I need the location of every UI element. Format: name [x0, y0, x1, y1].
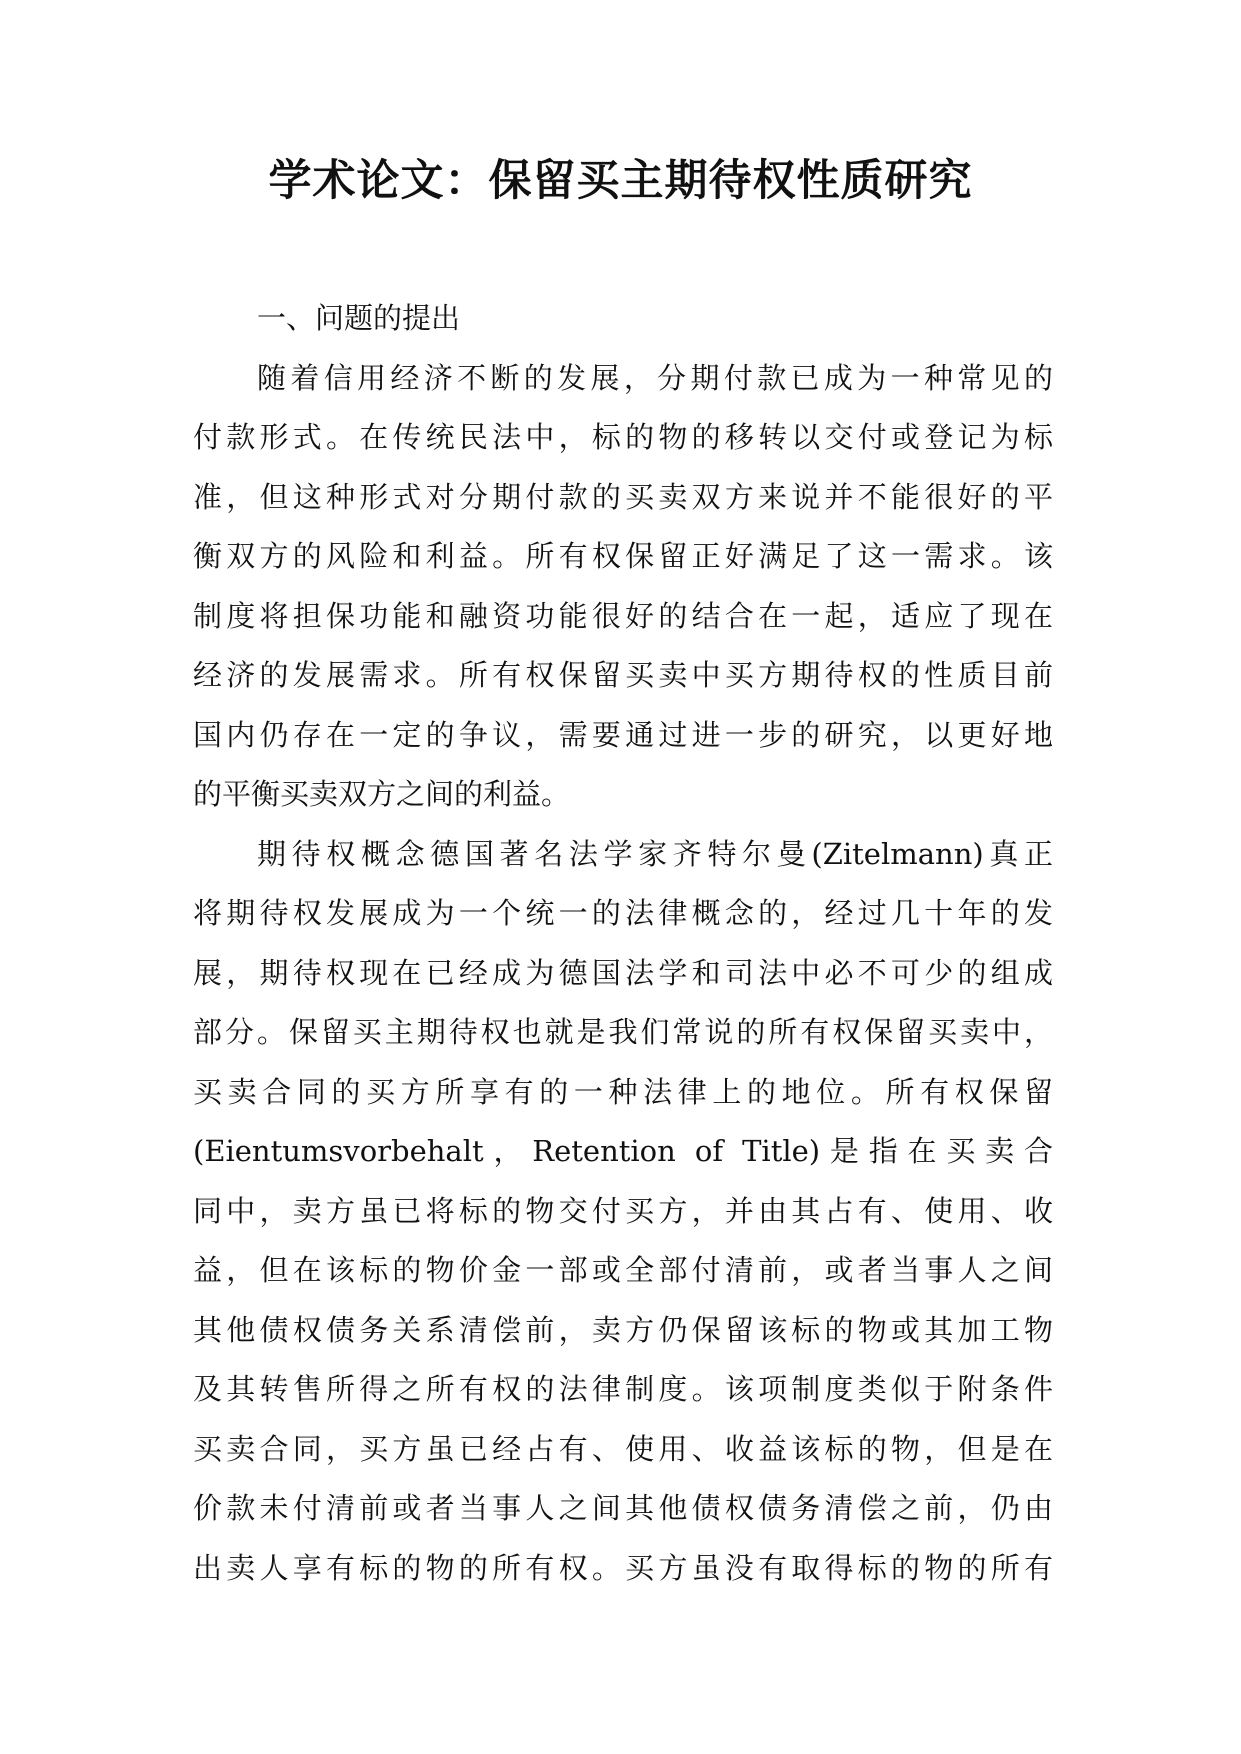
paragraph-line: 衡双方的风险和利益。所有权保留正好满足了这一需求。该 [193, 539, 1053, 573]
paragraph-line: 期待权概念德国著名法学家齐特尔曼(Zitelmann)真正 [257, 836, 1053, 871]
paragraph-line: 买卖合同的买方所享有的一种法律上的地位。所有权保留 [193, 1074, 1053, 1109]
paragraph-line: 付款形式。在传统民法中，标的物的移转以交付或登记为标 [193, 420, 1053, 454]
paragraph-line: 制度将担保功能和融资功能很好的结合在一起，适应了现在 [193, 598, 1053, 633]
paragraph-line: 将期待权发展成为一个统一的法律概念的，经过几十年的发 [193, 896, 1053, 930]
paragraph-line: 准，但这种形式对分期付款的买卖双方来说并不能很好的平 [193, 479, 1053, 514]
paragraph-line: 展，期待权现在已经成为德国法学和司法中必不可少的组成 [193, 955, 1053, 990]
paragraph-line: 同中，卖方虽已将标的物交付买方，并由其占有、使用、收 [193, 1193, 1053, 1228]
paragraph-line: (Eientumsvorbehalt，Retention of Title)是指在买卖合 [193, 1134, 1053, 1168]
paragraph-line: 买卖合同，买方虽已经占有、使用、收益该标的物，但是在 [193, 1431, 1053, 1466]
paragraph-line: 及其转售所得之所有权的法律制度。该项制度类似于附条件 [193, 1372, 1053, 1406]
paragraph-line: 部分。保留买主期待权也就是我们常说的所有权保留买卖中， [193, 1015, 1053, 1049]
paragraph-line: 随着信用经济不断的发展，分期付款已成为一种常见的 [257, 360, 1053, 395]
paragraph-2 [193, 825, 1053, 1599]
paragraph-line: 价款未付清前或者当事人之间其他债权债务清偿之前，仍由 [193, 1491, 1053, 1525]
section-heading-text: 一、问题的提出 [257, 301, 461, 335]
paragraph-1 [193, 349, 1053, 825]
section-heading [193, 289, 1053, 349]
paragraph-line: 国内仍存在一定的争议，需要通过进一步的研究，以更好地 [193, 717, 1053, 752]
document-title: 学术论文：保留买主期待权性质研究 [268, 156, 973, 206]
paragraph-line: 出卖人享有标的物的所有权。买方虽没有取得标的物的所有 [193, 1550, 1053, 1585]
paragraph-line: 益，但在该标的物价金一部或全部付清前，或者当事人之间 [193, 1253, 1053, 1287]
paragraph-line: 的平衡买卖双方之间的利益。 [193, 777, 571, 811]
paragraph-line: 经济的发展需求。所有权保留买卖中买方期待权的性质目前 [193, 658, 1053, 692]
paragraph-line: 其他债权债务关系清偿前，卖方仍保留该标的物或其加工物 [193, 1312, 1053, 1347]
document-body [193, 289, 1053, 1598]
